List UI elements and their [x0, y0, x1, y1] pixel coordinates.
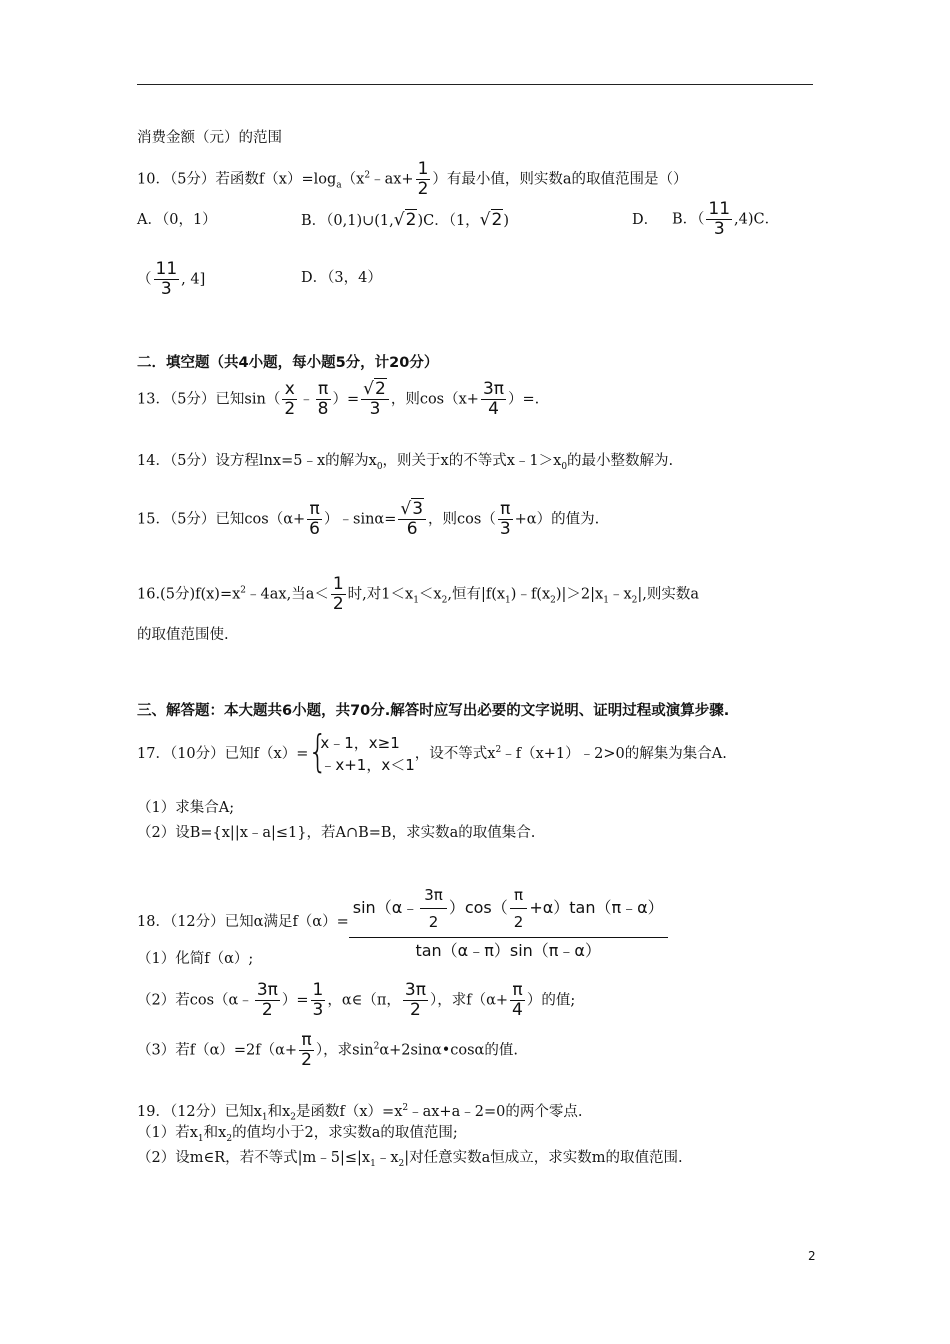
question-17-part2: （2）设B={x||x﹣a|≤1}，若A∩B=B，求实数a的取值集合. [137, 825, 536, 841]
fraction: $\frac{11}{3}$ [708, 199, 731, 239]
question-13: 13．（5分）已知sin（ $\frac{x}{2}$ ﹣ $\frac{\pi}{8}$ ）= $\frac{√2}{3}$ ，则cos（x+ $\frac{3\pi}{4}$ ）=. [137, 379, 540, 419]
section-3-heading: 三、解答题：本大题共6小题，共70分.解答时应写出必要的文字说明、证明过程或演算步骤. [137, 703, 730, 719]
question-14: 14．（5分）设方程lnx=5﹣x的解为$x_0$，则关于x的不等式$x﹣1>x_0$的最小整数解为. [137, 453, 674, 472]
fraction: $\frac{1}{2}$ [417, 159, 429, 199]
question-10: 10．（5分）若函数$f(x)=\log_a(x^2﹣ax+$ $\frac{1}{2}$ ）有最小值，则实数a的取值范围是（） [137, 159, 688, 199]
big-fraction: sin（α﹣ $\frac{3\pi}{2}$ ）cos（ $\frac{\pi}{2}$ +α）tan（π﹣α） tan（α﹣π）sin（π﹣α） [349, 880, 668, 964]
question-18: 18．（12分）已知α满足f（α）= sin（α﹣ $\frac{3\pi}{2}$ ）cos（ $\frac{\pi}{2}$ +α）tan（π﹣α） tan（α﹣π）sin（π﹣α） [137, 880, 668, 964]
question-10-options-row1: A．（0，1） B．（0,1)∪(1,√2)C．（1，√2) D． B．（ $\frac{11}{3}$ ,4)C． [137, 199, 780, 239]
question-16-line2: 的取值范围使. [137, 627, 229, 643]
question-18-part2: （2）若cos（α﹣ $\frac{3\pi}{2}$ ）= $\frac{1}{3}$ ，α∈（π， $\frac{3\pi}{2}$ ），求f（α+ $\frac{\pi}{4}$ ）的值; [137, 980, 576, 1020]
question-17: 17．（10分）已知f（x）= { x﹣1，x≥1 ﹣x+1，x＜1 ，设不等式$x^2﹣f(x+1)﹣2>0$的解集为集合A. [137, 726, 727, 777]
fraction: $\frac{11}{3}$ [155, 259, 178, 299]
question-19: 19．（12分）已知$x_1$和$x_2$是函数$f(x)=x^2﹣ax+a﹣2=0$的两个零点. [137, 1103, 583, 1123]
line-consumption-range: 消费金额（元）的范围 [137, 130, 282, 146]
question-19-part2: （2）设m∈R，若不等式$|m﹣5|\le|x_1﹣x_2|$对任意实数a恒成立，求实数m的取值范围. [137, 1150, 683, 1169]
question-15: 15．（5分）已知cos（α+ $\frac{\pi}{6}$ ）﹣sinα= $\frac{√3}{6}$ ，则cos（ $\frac{\pi}{3}$ +α）的值为. [137, 499, 600, 539]
page-number: 2 [808, 1249, 816, 1263]
question-16: 16.(5分)$f(x)=x^2﹣4ax$,当a＜ $\frac{1}{2}$ 时,对$1<x_1<x_2$,恒有$|f(x_1)﹣f(x_2)|>2|x_1﹣x_2|$,则实数a [137, 574, 700, 614]
question-10-options-row2: （ $\frac{11}{3}$ , 4] D．（3，4） [137, 259, 382, 299]
piecewise-function: { x﹣1，x≥1 ﹣x+1，x＜1 [308, 726, 415, 777]
section-2-heading: 二．填空题（共4小题，每小题5分，计20分） [137, 355, 439, 371]
header-rule [137, 84, 813, 85]
question-18-part3: （3）若f（α）=2f（α+ $\frac{\pi}{2}$ ），求$\sin^2\alpha+2\sin\alpha•\cos\alpha$的值. [137, 1030, 518, 1070]
question-19-part1: （1）若$x_1$和$x_2$的值均小于2，求实数a的取值范围; [137, 1125, 458, 1144]
question-18-part1: （1）化简f（α）; [137, 951, 254, 967]
question-17-part1: （1）求集合A; [137, 800, 235, 816]
